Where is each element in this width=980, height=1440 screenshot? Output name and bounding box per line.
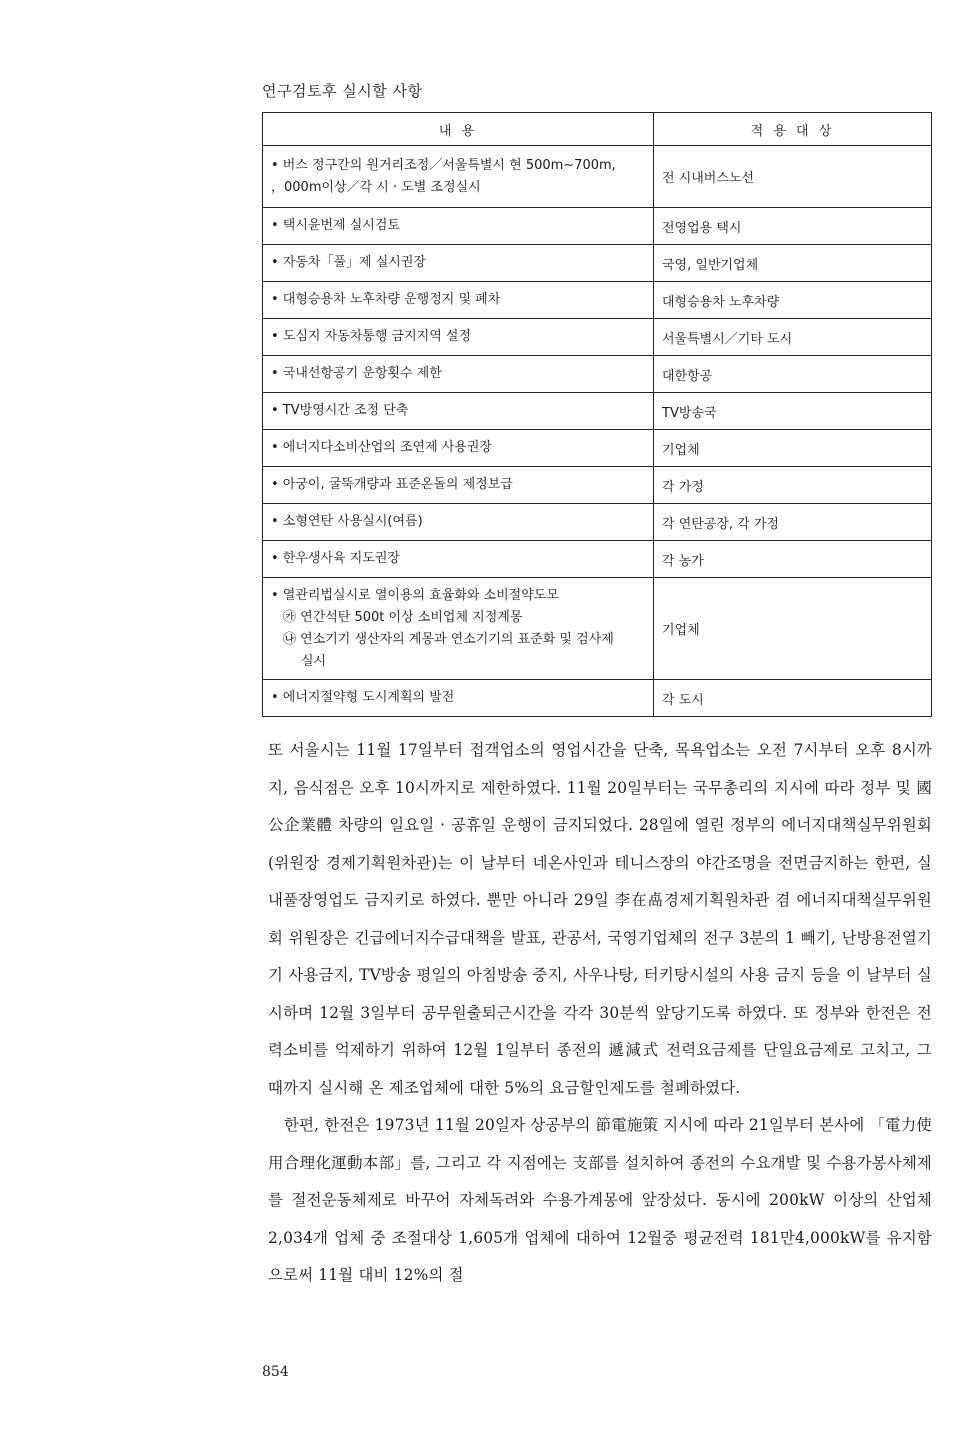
- row-target: 국영, 일반기업체: [654, 245, 932, 282]
- row-target: 전영업용 택시: [654, 208, 932, 245]
- row-target: 서울특별시／기타 도시: [654, 319, 932, 356]
- table-row: [263, 319, 932, 356]
- paragraph: 한편, 한전은 1973년 11월 20일자 상공부의 節電施策 지시에 따라 21일부터 본사에 「電力使用合理化運動本部」를, 그리고 각 지점에는 支部를 설치하여 종전의 수요개발 및 수용가봉사체제를 절전운동체제로 바꾸어 자체독려와 수용가계몽에 앞장섰다. 동시에 200kW 이상의 산업체 2,034개 업체 중 조절대상 1,605개 업체에 대하여 12월중 평균전력 181만4,000kW를 유지함으로써 11월 대비 12%의 절: [268, 1116, 932, 1284]
- row-target: 대한항공: [654, 356, 932, 393]
- page-number: 854: [262, 1364, 289, 1380]
- content-line: • TV방영시간 조정 단축: [271, 403, 409, 418]
- content-line: • 국내선항공기 운항횟수 제한: [271, 366, 442, 381]
- content-line: • 택시윤번제 실시검토: [271, 218, 400, 233]
- row-target: 각 연탄공장, 각 가정: [654, 504, 932, 541]
- table-row: [263, 208, 932, 245]
- table-row: [263, 146, 932, 208]
- row-content: [263, 393, 654, 430]
- section-heading: 연구검토후 실시할 사항: [262, 82, 423, 100]
- content-line: ，000m이상／각 시 · 도별 조정실시: [271, 179, 481, 195]
- content-line: • 한우생사육 지도권장: [271, 551, 400, 566]
- row-target: 대형승용차 노후차량: [654, 282, 932, 319]
- row-content: [263, 356, 654, 393]
- row-content: [263, 146, 654, 208]
- content-line: • 아궁이, 굴뚝개량과 표준온돌의 제정보급: [271, 477, 513, 492]
- header-target: 적 용 대 상: [654, 113, 932, 146]
- paragraph: 또 서울시는 11월 17일부터 접객업소의 영업시간을 단축, 목욕업소는 오전 7시부터 오후 8시까지, 음식점은 오후 10시까지로 제한하였다. 11월 20일부터는 국무총리의 지시에 따라 정부 및 國公企業體 차량의 일요일 · 공휴일 운행이 금지되었다. 28일에 열린 정부의 에너지대책실무위원회(위원장 경제기획원차관)는 이 날부터 네온사인과 테니스장의 야간조명을 전면금지하는 한편, 실내풀장영업도 금지키로 하였다. 뿐만 아니라 29일 李在卨경제기획원차관 겸 에너지대책실무위원회 위원장은 긴급에너지수급대책을 발표, 관공서, 국영기업체의 전구 3분의 1 빼기, 난방용전열기기 사용금지, TV방송 평일의 아침방송 중지, 사우나탕, 터키탕시설의 사용 금지 등을 이 날부터 실시하며 12월 3일부터 공무원출퇴근시간을 각각 30분씩 앞당기도록 하였다. 또 정부와 한전은 전력소비를 억제하기 위하여 12월 1일부터 종전의 遞減式 전력요금제를 단일요금제로 고치고, 그 때까지 실시해 온 제조업체에 대한 5%의 요금할인제도를 철폐하였다.: [268, 741, 932, 1097]
- table-row: [263, 245, 932, 282]
- row-target: 각 가정: [654, 467, 932, 504]
- row-content: [263, 245, 654, 282]
- content-line: • 자동차「풀」제 실시권장: [271, 255, 426, 270]
- table-row: [263, 578, 932, 680]
- row-content: [263, 541, 654, 578]
- table-body: [263, 146, 932, 717]
- row-target: 기업체: [654, 430, 932, 467]
- row-content: [263, 208, 654, 245]
- table-row: [263, 393, 932, 430]
- row-target: 각 도시: [654, 680, 932, 717]
- content-line: ㉮ 연간석탄 500t 이상 소비업체 지정계몽: [283, 609, 523, 625]
- content-line: • 에너지절약형 도시계획의 발전: [271, 690, 455, 705]
- content-line: • 도심지 자동차통행 금지지역 설정: [271, 329, 472, 344]
- table-row: [263, 680, 932, 717]
- content-line: • 버스 정구간의 원거리조정／서울특별시 현 500m∼700m,: [271, 157, 616, 173]
- row-content: [263, 282, 654, 319]
- table-row: [263, 430, 932, 467]
- table-header-row: [263, 113, 932, 146]
- content-line: 실시: [301, 653, 327, 669]
- row-content: [263, 319, 654, 356]
- row-content: [263, 430, 654, 467]
- row-target: 기업체: [654, 578, 932, 680]
- table-row: [263, 541, 932, 578]
- row-target: 전 시내버스노선: [654, 146, 932, 208]
- measures-table: [262, 112, 932, 717]
- content-line: • 소형연탄 사용실시(여름): [271, 514, 423, 529]
- table-row: [263, 282, 932, 319]
- table-row: [263, 504, 932, 541]
- table-row: [263, 467, 932, 504]
- row-content: [263, 467, 654, 504]
- body-text: [268, 732, 932, 1295]
- table-row: [263, 356, 932, 393]
- content-line: • 열관리법실시로 열이용의 효율화와 소비절약도모: [271, 587, 559, 603]
- row-target: 각 농가: [654, 541, 932, 578]
- content-line: • 대형승용차 노후차량 운행정지 및 폐차: [271, 292, 501, 307]
- row-content: [263, 680, 654, 717]
- row-content: [263, 504, 654, 541]
- row-target: TV방송국: [654, 393, 932, 430]
- row-content: [263, 578, 654, 680]
- content-line: ㉯ 연소기기 생산자의 계몽과 연소기기의 표준화 및 검사제: [283, 631, 614, 647]
- content-line: • 에너지다소비산업의 조연제 사용권장: [271, 440, 492, 455]
- header-content: 내 용: [263, 113, 654, 146]
